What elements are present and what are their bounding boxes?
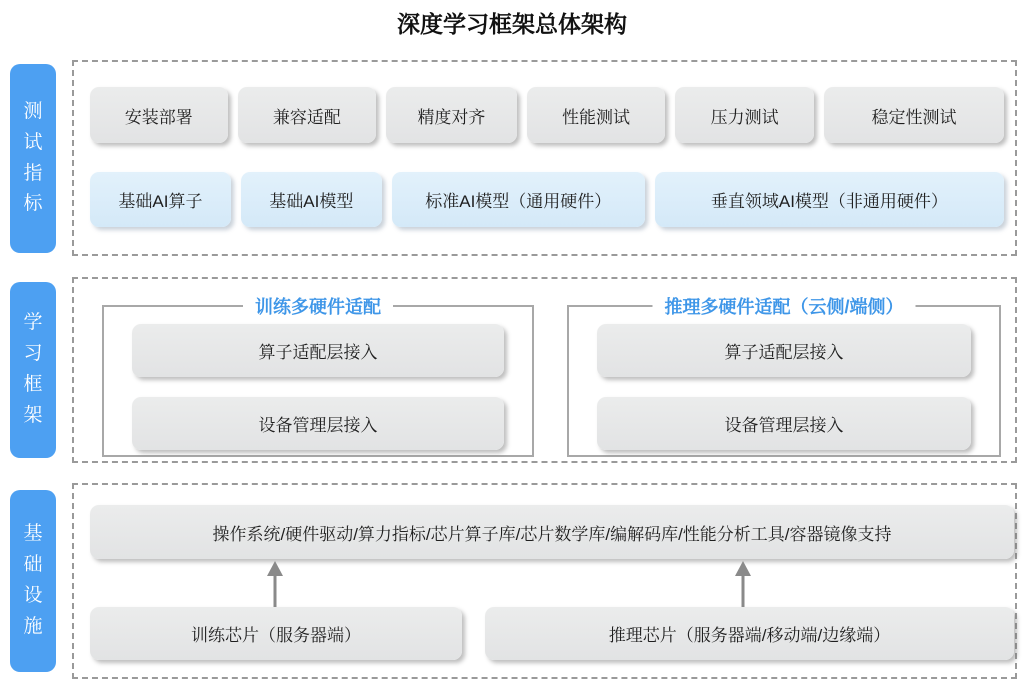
box-stress-test: 压力测试: [675, 87, 814, 143]
box-standard-ai-models: 标准AI模型（通用硬件）: [392, 172, 645, 227]
section-label-text: 基础设施: [23, 523, 43, 637]
box-precision-align: 精度对齐: [386, 87, 517, 143]
box-basic-ai-operators: 基础AI算子: [90, 172, 231, 227]
up-arrow-icon: [735, 561, 751, 607]
section-label-infrastructure: [10, 490, 56, 672]
box-inference-chips: 推理芯片（服务器端/移动端/边缘端）: [485, 607, 1014, 660]
test-row-2: [90, 172, 1004, 227]
box-training-chips: 训练芯片（服务器端）: [90, 607, 462, 660]
box-compat-adapt: 兼容适配: [238, 87, 377, 143]
group-title-training: 训练多硬件适配: [243, 293, 393, 319]
diagram-title: 深度学习框架总体架构: [397, 11, 627, 37]
box-install-deploy: 安装部署: [90, 87, 228, 143]
box-operator-adapter-layer: 算子适配层接入: [132, 324, 504, 377]
box-basic-ai-models: 基础AI模型: [241, 172, 382, 227]
box-system-software-stack: 操作系统/硬件驱动/算力指标/芯片算子库/芯片数学库/编解码库/性能分析工具/容器镜像支持: [90, 505, 1014, 559]
learning-framework-panel: [72, 277, 1017, 463]
box-vertical-ai-models: 垂直领域AI模型（非通用硬件）: [655, 172, 1004, 227]
infrastructure-panel: [72, 483, 1017, 679]
inference-multi-hardware-group: [567, 297, 1001, 457]
section-label-test-metrics: [10, 64, 56, 253]
up-arrow-icon: [267, 561, 283, 607]
box-stability-test: 稳定性测试: [824, 87, 1004, 143]
group-title-inference: 推理多硬件适配（云侧/端侧）: [653, 293, 916, 319]
box-performance-test: 性能测试: [527, 87, 666, 143]
section-label-learning-framework: [10, 282, 56, 458]
training-multi-hardware-group: [102, 297, 534, 457]
section-label-text: 测试指标: [23, 100, 43, 215]
test-metrics-panel: [72, 60, 1017, 256]
box-operator-adapter-layer: 算子适配层接入: [597, 324, 971, 377]
box-device-management-layer: 设备管理层接入: [597, 397, 971, 450]
box-device-management-layer: 设备管理层接入: [132, 397, 504, 450]
section-label-text: 学习框架: [23, 312, 43, 426]
test-row-1: [90, 87, 1004, 143]
